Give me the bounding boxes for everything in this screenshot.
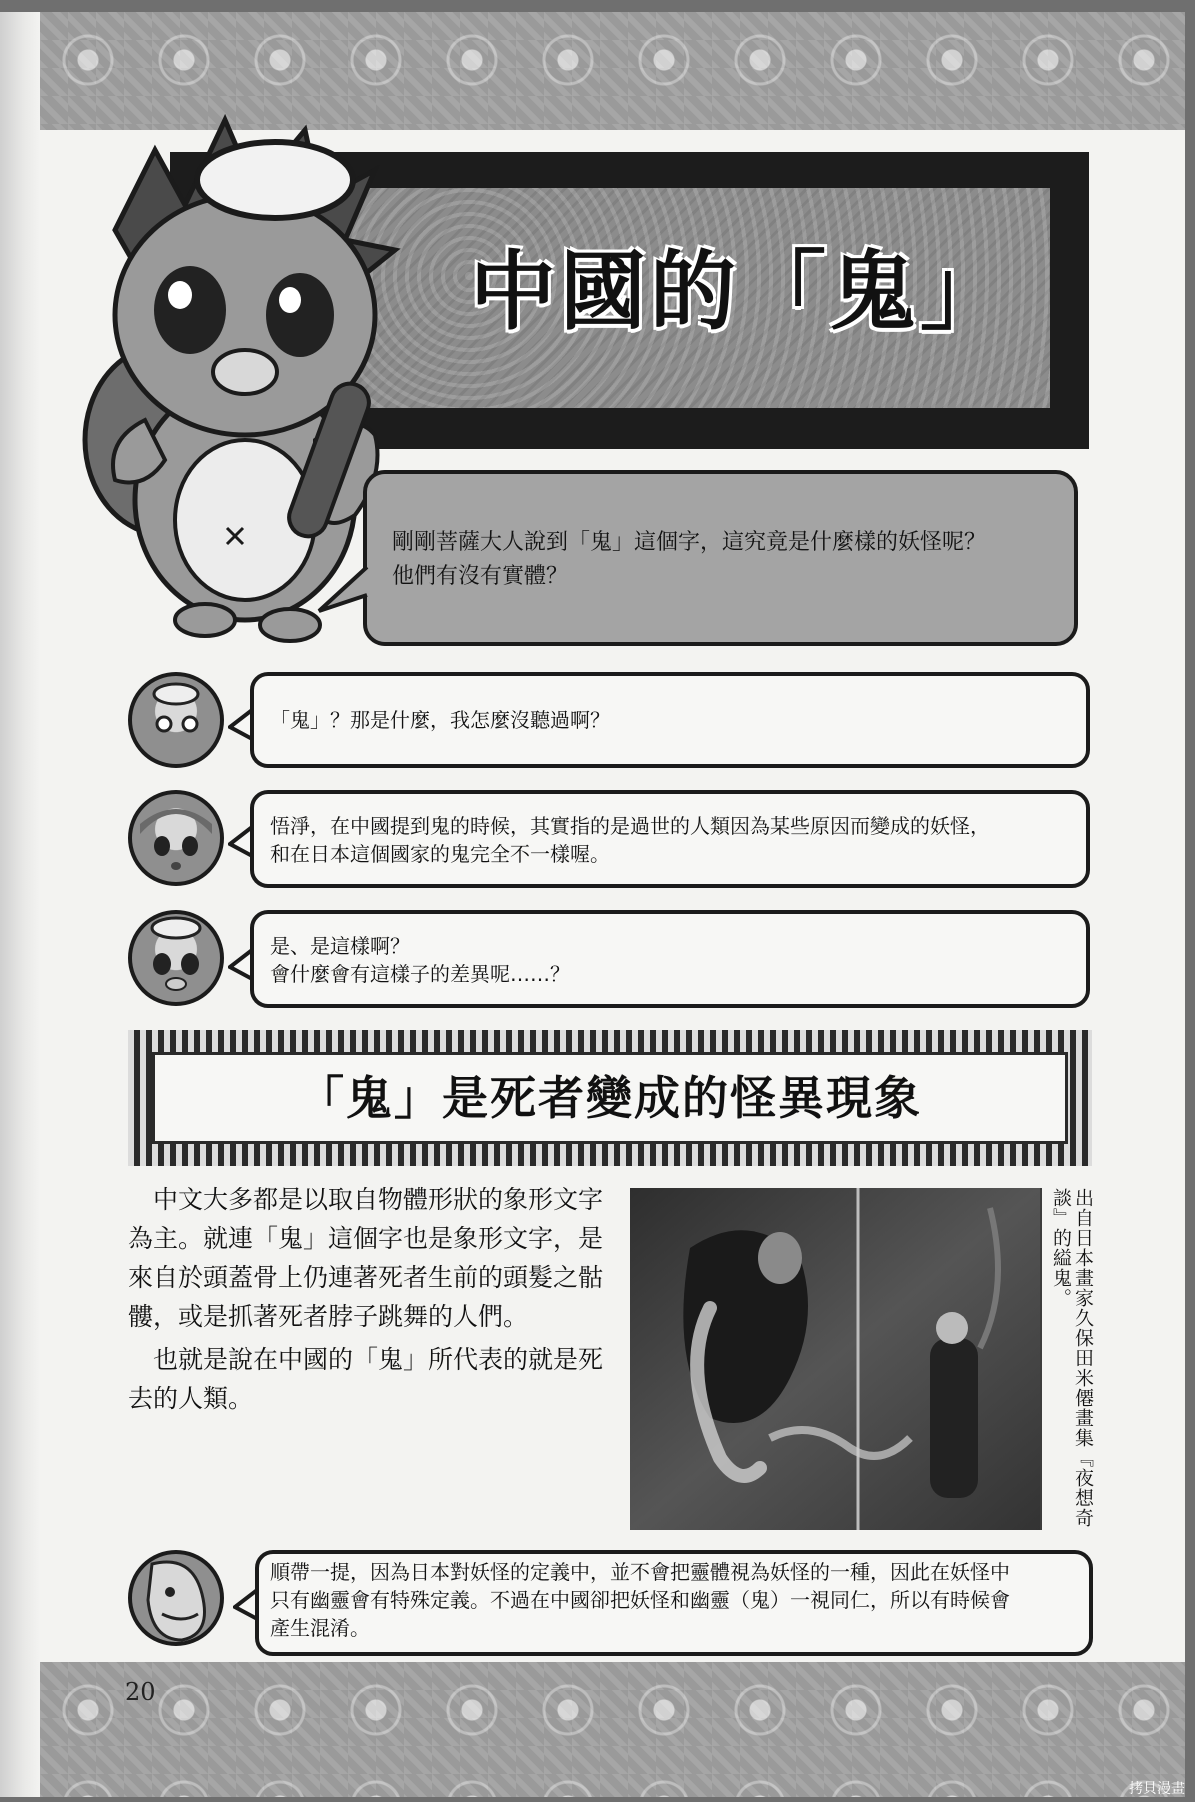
- dialogue-2-line-2: 和在日本這個國家的鬼完全不一樣喔。: [270, 842, 610, 866]
- body-text: [128, 1180, 612, 1418]
- avatar-horse: [128, 1550, 224, 1646]
- dialogue-text-3: [270, 932, 1070, 988]
- speech-bubble-tail: [315, 565, 371, 615]
- ghost-painting-illustration: [630, 1188, 1042, 1530]
- avatar-kappa-2: [128, 910, 224, 1006]
- avatar-girl: [128, 790, 224, 886]
- intro-line-2: 他們有沒有實體？: [392, 564, 569, 589]
- note-text: [270, 1558, 1085, 1642]
- page-number: 20: [125, 1678, 156, 1706]
- book-spine: [0, 12, 40, 1797]
- bottom-pattern-band: [40, 1662, 1185, 1797]
- caption-column-2: 談』的縊鬼。: [1050, 1188, 1072, 1308]
- section-title: 「鬼」是死者變成的怪異現象: [298, 1071, 922, 1125]
- body-paragraph-1: 中文大多都是以取自物體形狀的象形文字為主。就連「鬼」這個字也是象形文字，是來自於頭蓋骨上仍連著死者生前的頭髮之骷髏，或是抓著死者脖子跳舞的人們。: [128, 1185, 604, 1331]
- image-caption: [1050, 1188, 1094, 1538]
- body-paragraph-2: 也就是說在中國的「鬼」所代表的就是死去的人類。: [128, 1345, 604, 1413]
- dialogue-1-line-1: 「鬼」？那是什麼，我怎麼沒聽過啊？: [270, 708, 610, 732]
- avatar-kappa-1: [128, 672, 224, 768]
- intro-speech-text: [392, 526, 1052, 594]
- intro-line-1: 剛剛菩薩大人說到「鬼」這個字，這究竟是什麼樣的妖怪呢？: [392, 530, 987, 555]
- watermark: 拷貝漫畫: [1129, 1781, 1185, 1797]
- note-line-2: 只有幽靈會有特殊定義。不過在中國卻把妖怪和幽靈（鬼）一視同仁，所以有時候會: [270, 1588, 1010, 1612]
- caption-column-1: 出自日本畫家久保田米僊畫集『夜想奇: [1072, 1188, 1094, 1528]
- dialogue-3-line-1: 是、是這樣啊？: [270, 934, 410, 958]
- dialogue-2-line-1: 悟淨，在中國提到鬼的時候，其實指的是過世的人類因為某些原因而變成的妖怪，: [270, 814, 990, 838]
- dialogue-3-line-2: 會什麼會有這樣子的差異呢……？: [270, 962, 570, 986]
- note-line-3: 產生混淆。: [270, 1616, 370, 1640]
- page-title: 中國的「鬼」: [470, 242, 1010, 342]
- dialogue-text-2: [270, 812, 1080, 868]
- dialogue-text-1: [270, 706, 1070, 734]
- note-line-1: 順帶一提，因為日本對妖怪的定義中，並不會把靈體視為妖怪的一種，因此在妖怪中: [270, 1560, 1010, 1584]
